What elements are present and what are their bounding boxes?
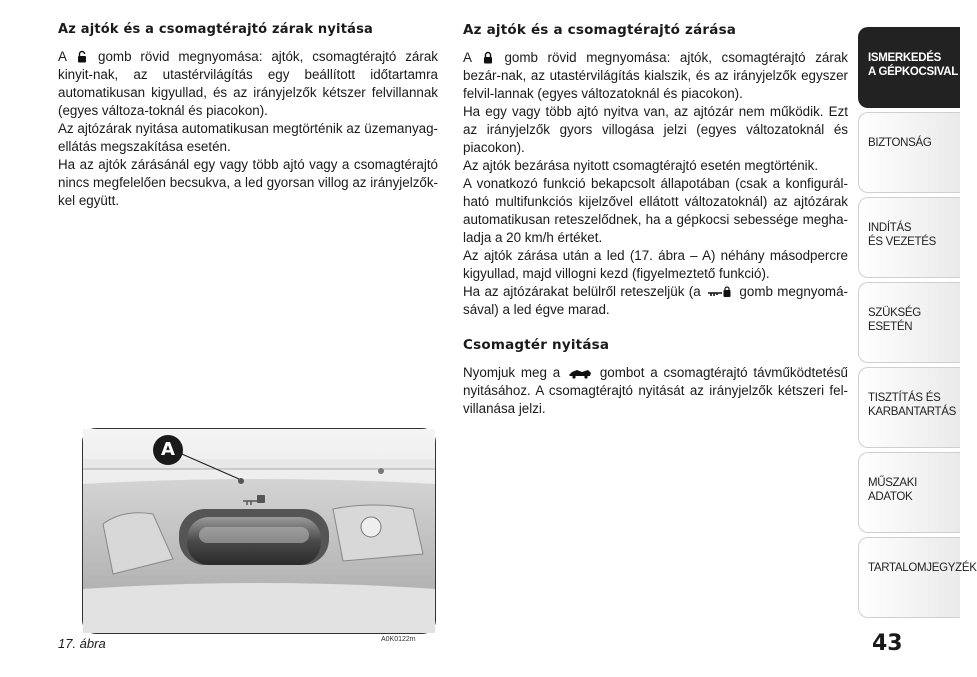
car-trunk-icon xyxy=(568,368,592,379)
figure-code: A0K0122m xyxy=(381,636,416,643)
paragraph-trunk xyxy=(463,364,848,418)
paragraph-led: Az ajtók zárása után a led (17. ábra – A) néhány másodpercre kigyullad, majd villogni kezd (figyelmeztető funkció). xyxy=(463,248,848,281)
right-column xyxy=(463,22,848,418)
paragraph-trunk-pre: Nyomjuk meg a xyxy=(463,365,561,380)
paragraph-lock-pre: A xyxy=(463,50,472,65)
sidebar-tab-2[interactable] xyxy=(858,197,960,278)
paragraph-door-open: Ha egy vagy több ajtó nyitva van, az ajtózár nem működik. Ezt az irányjelzők gyors villogása jelzi (egyes változatoknál és piacokon). xyxy=(463,104,848,155)
key-lock-icon xyxy=(707,287,733,298)
section-heading-opening: Az ajtók és a csomagtérajtó zárak nyitása xyxy=(58,22,373,37)
sidebar-tab-0[interactable] xyxy=(858,27,960,108)
sidebar-tab-6[interactable] xyxy=(858,537,977,618)
sidebar-tab-4[interactable] xyxy=(858,367,960,448)
paragraph-trunk-post: gombot a csomagtérajtó távműködtetésű nyitásához. A csomagtérajtó nyitását az irányjelzők kétszeri fel-villanása jelzi. xyxy=(463,365,848,416)
sidebar-tab-label: ISMERKEDÉS A GÉPKOCSIVAL xyxy=(868,52,959,78)
section-heading-trunk: Csomagtér nyitása xyxy=(463,337,610,353)
paragraph-unlock xyxy=(58,48,438,120)
sidebar-tab-label: BIZTONSÁG xyxy=(868,137,932,149)
paragraph-fuel-cutoff: Az ajtózárak nyitása automatikusan megtörténik az üzemanyag-ellátás megszakítása esetén. xyxy=(58,121,438,154)
figure-marker: A xyxy=(153,435,183,465)
figure-illustration xyxy=(83,429,435,633)
padlock-closed-icon xyxy=(483,52,493,64)
paragraph-door-not-closed: Ha az ajtók zárásánál egy vagy több ajtó vagy a csomagtérajtó nincs megfelelően becsukva, a led gyorsan villog az irányjelzők-kel együtt. xyxy=(58,157,438,208)
chapter-sidebar xyxy=(858,27,977,622)
sidebar-tab-label: INDÍTÁS ÉS VEZETÉS xyxy=(868,222,936,248)
sidebar-tab-5[interactable] xyxy=(858,452,960,533)
sidebar-tab-label: SZÜKSÉG ESETÉN xyxy=(868,307,921,333)
paragraph-unlock-post: gomb rövid megnyomása: ajtók, csomagtérajtó zárak kinyit-nak, az utastérvilágítás egy beállított időtartamra automatikusan kigyullad, és az irányjelzők kétszer felvillannak (egyes változa-toknál és piacokon). xyxy=(58,49,438,118)
section-heading-closing: Az ajtók és a csomagtérajtó zárása xyxy=(463,22,737,38)
paragraph-inside-lock-post: gomb megnyomá-sával) a led égve marad. xyxy=(463,284,848,317)
sidebar-tab-3[interactable] xyxy=(858,282,960,363)
paragraph-auto-lock: A vonatkozó funkció bekapcsolt állapotában (csak a konfigurál-ható multifunkciós kijelzővel ellátott változatoknál) az ajtózárak automatikusan reteszelődnek, ha a gépkocsi sebessége megha-ladja a 20 km/h értéket. xyxy=(463,176,848,245)
sidebar-tab-label: TISZTÍTÁS ÉS KARBANTARTÁS xyxy=(868,392,956,418)
paragraph-trunk-open: Az ajtók bezárása nyitott csomagtérajtó esetén megtörténik. xyxy=(463,158,819,173)
figure-17 xyxy=(82,428,436,634)
sidebar-tab-1[interactable] xyxy=(858,112,960,193)
sidebar-tab-label: MŰSZAKI ADATOK xyxy=(868,477,918,503)
page-number: 43 xyxy=(872,631,903,656)
paragraph-lock xyxy=(463,49,848,103)
paragraph-unlock-pre: A xyxy=(58,49,67,64)
padlock-open-icon xyxy=(77,51,87,63)
left-column xyxy=(58,22,438,210)
paragraph-inside-lock xyxy=(463,283,848,319)
paragraph-lock-post: gomb rövid megnyomása: ajtók, csomagtérajtó zárak bezár-nak, az utastérvilágítás kialszik, és az irányjelzők egyszer felvil-lannak (egyes változatoknál és piacokon). xyxy=(463,50,848,101)
figure-caption: 17. ábra xyxy=(58,636,106,651)
paragraph-inside-lock-pre: Ha az ajtózárakat belülről reteszeljük (a xyxy=(463,284,701,299)
sidebar-tab-label: TARTALOMJEGYZÉK xyxy=(868,562,977,574)
